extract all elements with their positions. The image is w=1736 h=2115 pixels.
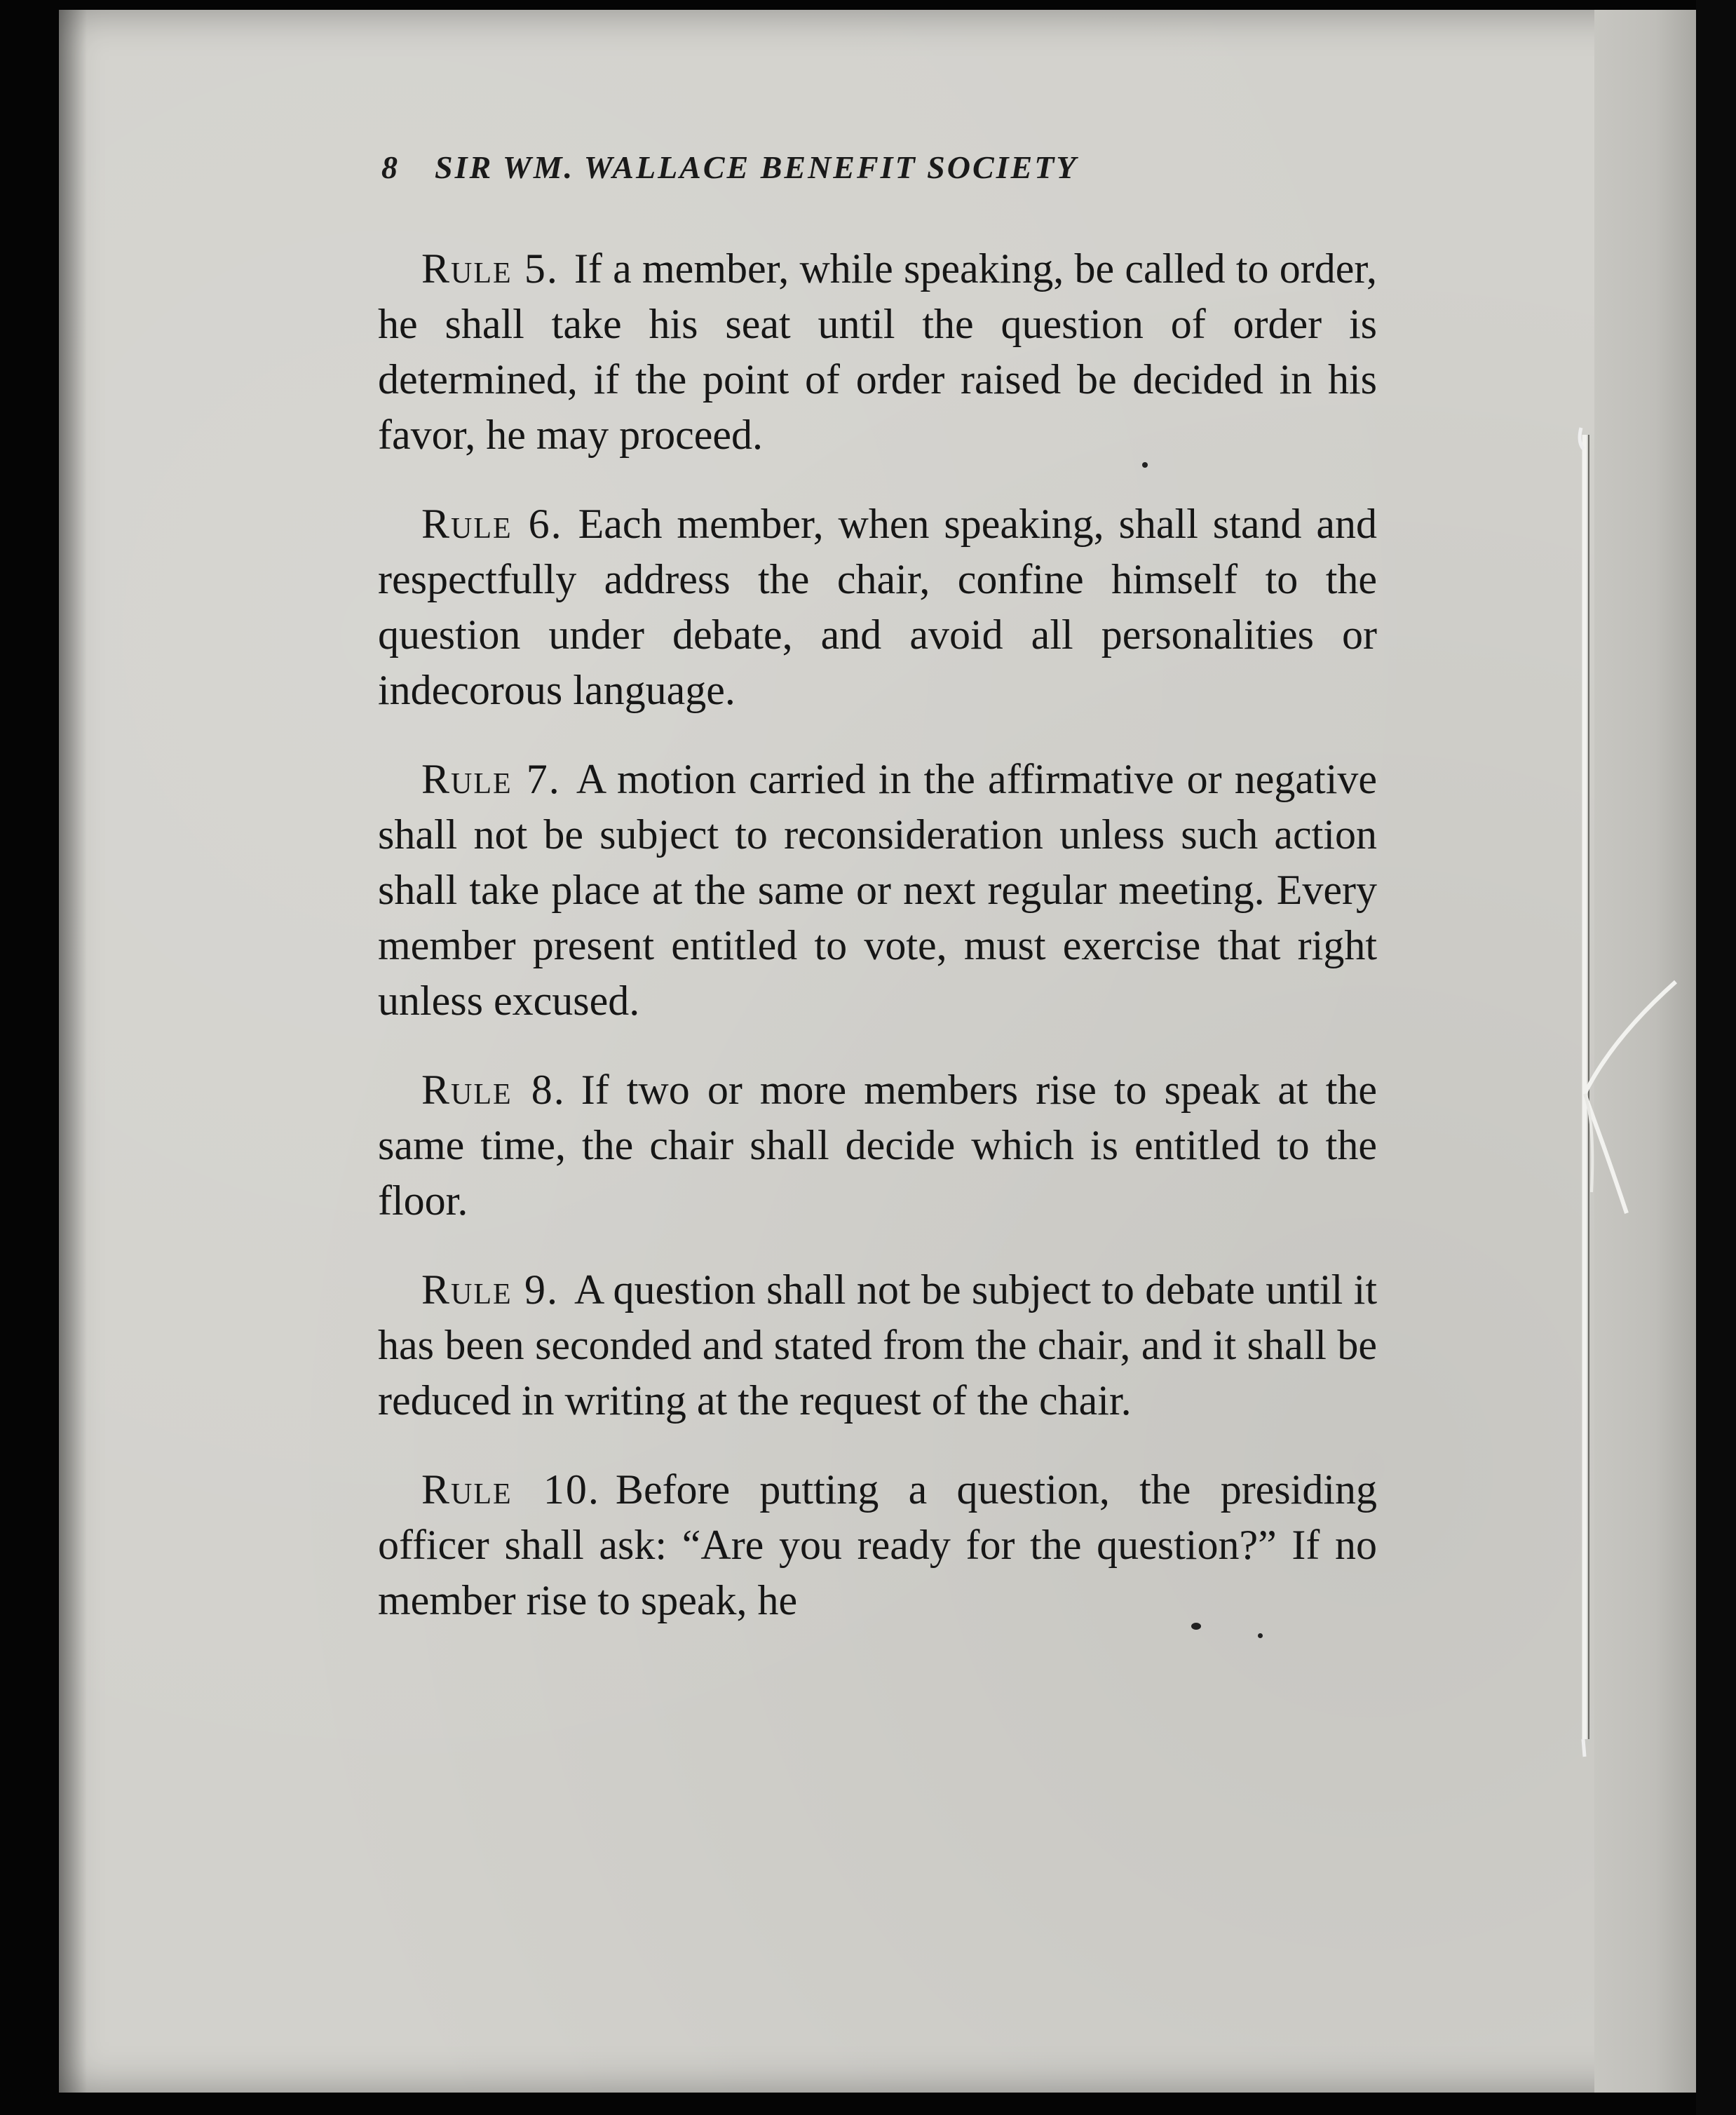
rule-paragraph (378, 241, 1377, 463)
rule-text: If two or more members rise to speak at the same time, the chair shall decide which is entitled to the floor. (378, 1067, 1377, 1224)
page-edge-shadow (59, 10, 87, 2093)
running-title: SIR WM. WALLACE BENEFIT SOCIETY (435, 149, 1078, 185)
rule-label: Rule 8. (421, 1067, 566, 1113)
dust-speck (1142, 462, 1148, 468)
rule-text: A motion carried in the affirmative or negative shall not be subject to reconsideration unless such action shall take place at the same or next regular meeting. Every member present entitled to vote, must exercise that right unless excused. (378, 756, 1377, 1024)
rule-text: A question shall not be subject to debate until it has been seconded and stated from the chair, and it shall be reduced in writing at the request of the chair. (378, 1266, 1377, 1424)
rule-paragraph (378, 1462, 1377, 1628)
rules-body (378, 241, 1377, 1628)
running-head (381, 149, 1377, 186)
scan-border-right (1696, 0, 1736, 2115)
binding-thread (1542, 421, 1697, 1767)
rule-text: Before putting a question, the presiding officer shall ask: “Are you ready for the question?” If no member rise to speak, he (378, 1466, 1377, 1623)
dust-speck (1258, 1633, 1263, 1638)
page-number: 8 (381, 149, 400, 185)
rule-label: Rule 6. (421, 501, 563, 547)
book-page (59, 10, 1696, 2093)
rule-text: If a member, while speaking, be called to order, he shall take his seat until the question of order is determined, if the point of order raised be decided in his favor, he may proceed. (378, 245, 1377, 458)
rule-label: Rule 10. (421, 1466, 600, 1513)
rule-paragraph (378, 496, 1377, 718)
rule-label: Rule 7. (421, 756, 561, 802)
rule-paragraph (378, 752, 1377, 1029)
rule-label: Rule 5. (421, 245, 559, 292)
rule-text: Each member, when speaking, shall stand and respectfully address the chair, confine himself to the question under debate, and avoid all personalities or indecorous language. (378, 501, 1377, 713)
rule-label: Rule 9. (421, 1266, 560, 1313)
rule-paragraph (378, 1062, 1377, 1229)
rule-paragraph (378, 1262, 1377, 1428)
dust-speck (1191, 1623, 1201, 1630)
